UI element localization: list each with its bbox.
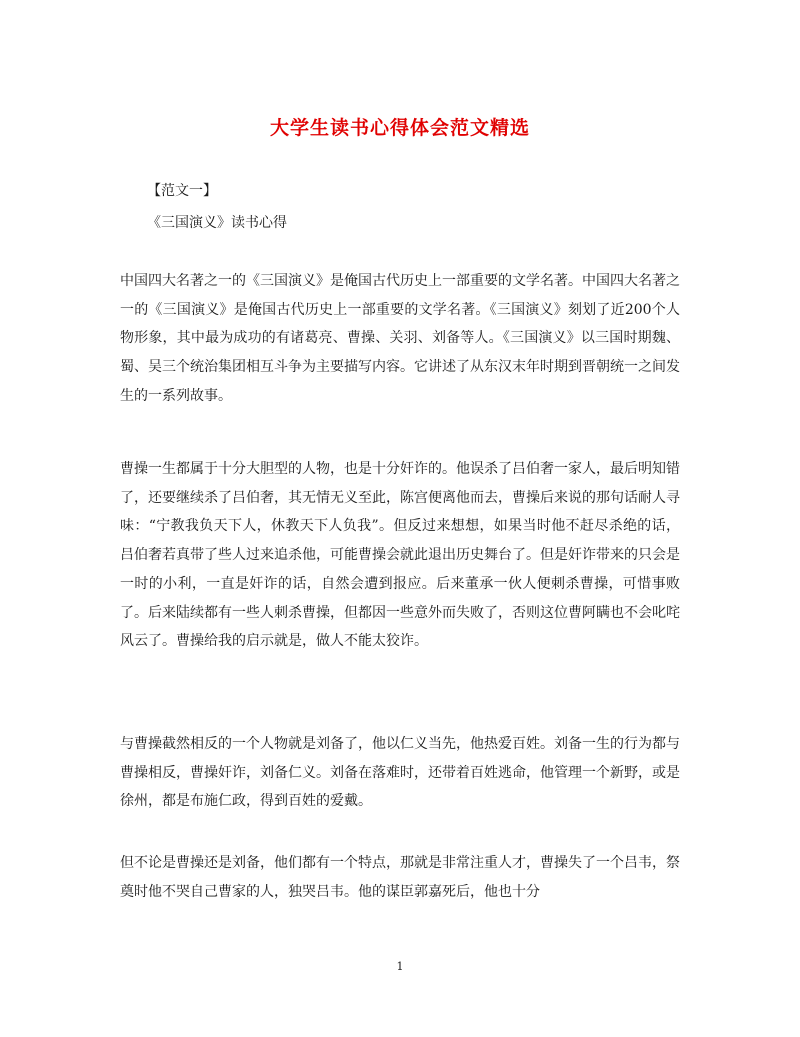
essay-subtitle: 《三国演义》读书心得 xyxy=(147,215,287,231)
document-title: 大学生读书心得体会范文精选 xyxy=(269,117,530,139)
page-number: 1 xyxy=(396,960,404,973)
body-paragraph-4: 但不论是曹操还是刘备，他们都有一个特点，那就是非常注重人才，曹操失了一个吕韦，祭奠时他不哭自己曹家的人，独哭吕韦。他的谋臣郭嘉死后，他也十分 xyxy=(120,855,680,900)
body-paragraph-2: 曹操一生都属于十分大胆型的人物，也是十分奸诈的。他误杀了吕伯奢一家人，最后明知错了，还要继续杀了吕伯奢，其无情无义至此，陈宫便离他而去，曹操后来说的那句话耐人寻味：“宁教我负天下人，休教天下人负我”。但反过来想想，如果当时他不赶尽杀绝的话，吕伯奢若真带了些人过来追杀他，可能曹操会就此退出历史舞台了。但是奸诈带来的只会是一时的小利，一直是奸诈的话，自然会遭到报应。后来董承一伙人便刺杀曹操，可惜事败了。后来陆续都有一些人刺杀曹操，但都因一些意外而失败了，否则这位曹阿瞒也不会叱咤风云了。曹操给我的启示就是，做人不能太狡诈。 xyxy=(120,461,680,650)
section-label: 【范文一】 xyxy=(147,183,217,199)
body-paragraph-1: 中国四大名著之一的《三国演义》是俺国古代历史上一部重要的文学名著。中国四大名著之一的《三国演义》是俺国古代历史上一部重要的文学名著。《三国演义》刻划了近200个人物形象，其中最为成功的有诸葛亮、曹操、关羽、刘备等人。《三国演义》以三国时期魏、蜀、吴三个统治集团相互斗争为主要描写内容。它讲述了从东汉末年时期到晋朝统一之间发生的一系列故事。 xyxy=(120,273,680,404)
body-paragraph-3: 与曹操截然相反的一个人物就是刘备了，他以仁义当先，他热爱百姓。刘备一生的行为都与曹操相反，曹操奸诈，刘备仁义。刘备在落难时，还带着百姓逃命，他管理一个新野，或是徐州，都是布施仁政，得到百姓的爱戴。 xyxy=(120,736,680,810)
